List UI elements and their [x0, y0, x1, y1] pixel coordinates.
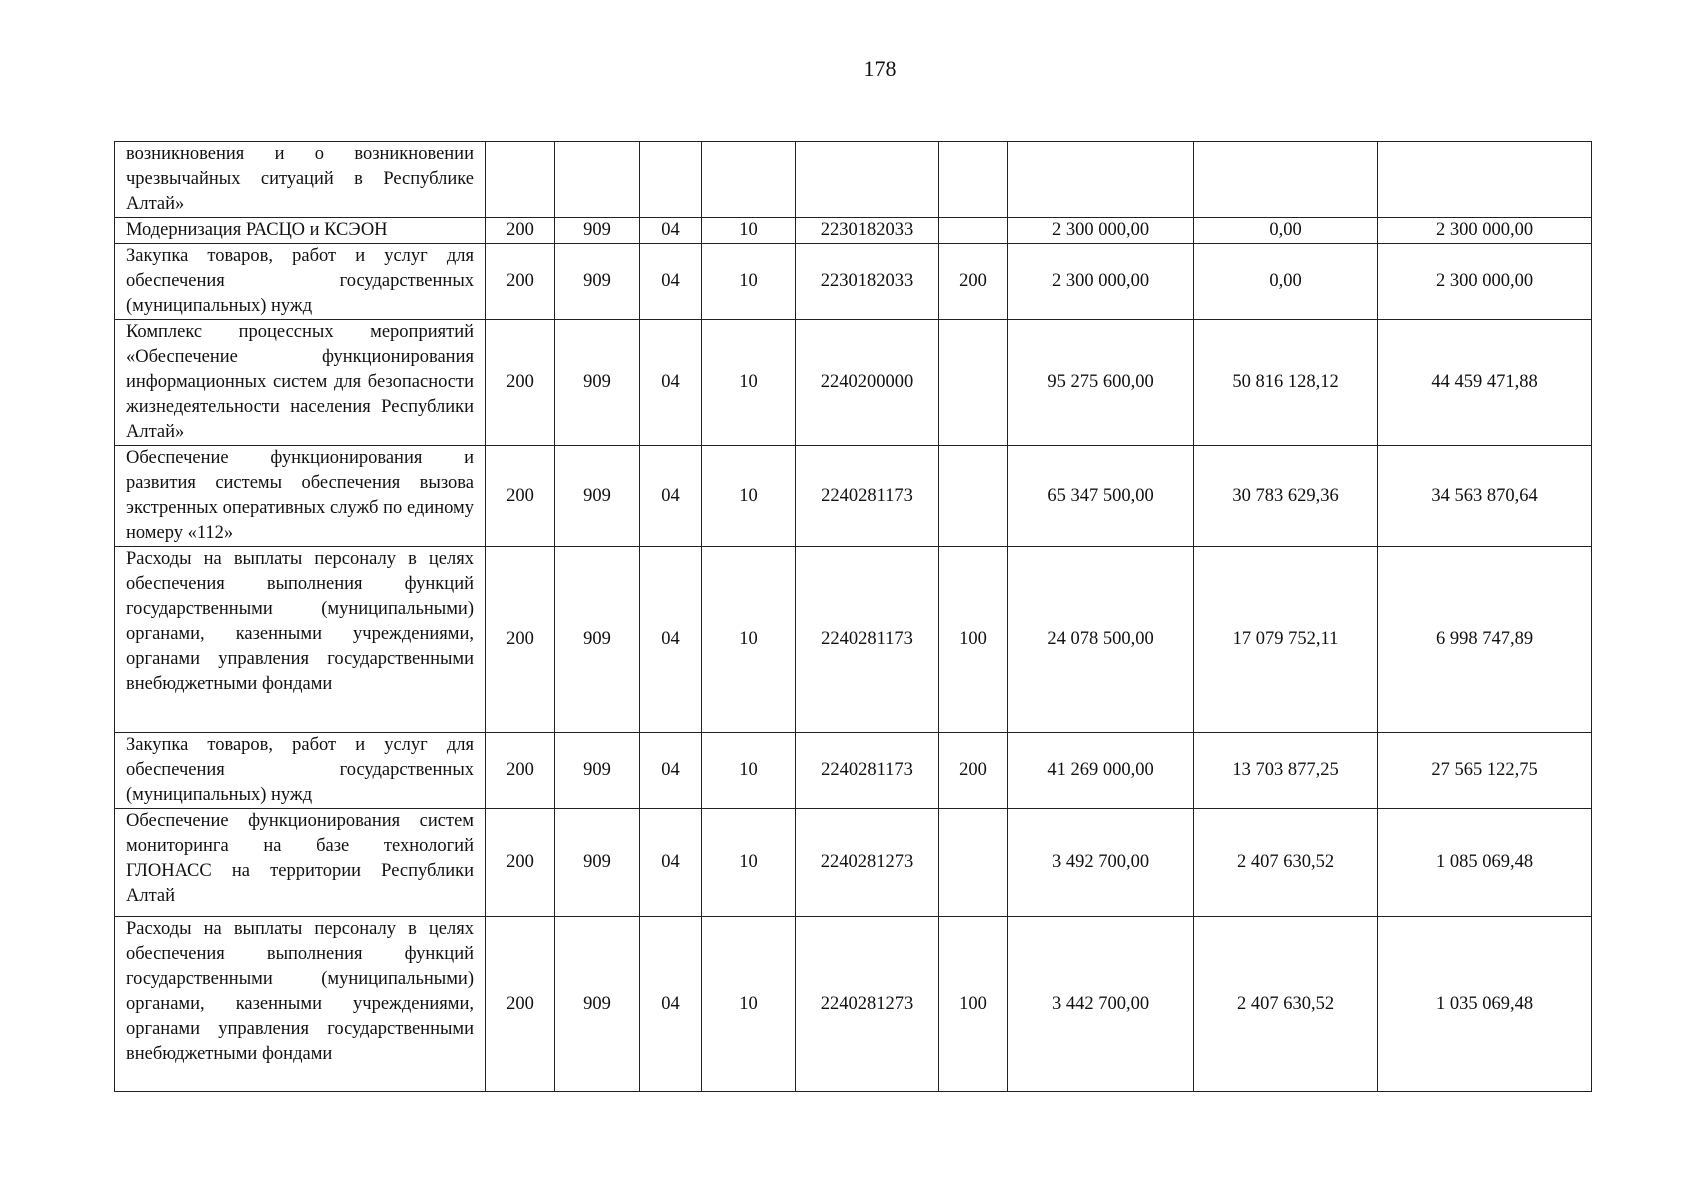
- table-cell: 909: [555, 244, 640, 320]
- table-cell: 2240200000: [796, 320, 939, 446]
- table-cell-name: Закупка товаров, работ и услуг для обеспечения государственных (муниципальных) нужд: [115, 244, 486, 320]
- table-cell: 04: [640, 320, 702, 446]
- table-cell: 909: [555, 320, 640, 446]
- budget-table: [114, 141, 1592, 1092]
- table-cell: 95 275 600,00: [1008, 320, 1194, 446]
- table-cell: 41 269 000,00: [1008, 733, 1194, 809]
- table-cell: [1378, 142, 1592, 218]
- table-cell: 909: [555, 917, 640, 1092]
- table-cell: 2 407 630,52: [1194, 809, 1378, 917]
- table-row: [115, 917, 1592, 1092]
- table-cell: 909: [555, 809, 640, 917]
- table-row: [115, 244, 1592, 320]
- table-row: [115, 547, 1592, 733]
- page-number: 178: [863, 56, 897, 81]
- table-cell-name: Комплекс процессных мероприятий «Обеспечение функционирования информационных систем для безопасности жизнедеятельности населения Республики Алтай»: [115, 320, 486, 446]
- table-cell-name: возникновения и о возникновении чрезвычайных ситуаций в Республике Алтай»: [115, 142, 486, 218]
- table-row: [115, 446, 1592, 547]
- table-cell: [1194, 142, 1378, 218]
- table-row: [115, 218, 1592, 244]
- table-cell: 2240281173: [796, 446, 939, 547]
- table-cell: 2240281273: [796, 917, 939, 1092]
- table-cell: [939, 142, 1008, 218]
- table-cell: 04: [640, 809, 702, 917]
- table-cell: 200: [486, 917, 555, 1092]
- table-cell: 200: [486, 446, 555, 547]
- table-cell: 909: [555, 446, 640, 547]
- table-cell: 2 300 000,00: [1378, 244, 1592, 320]
- table-cell: 200: [486, 244, 555, 320]
- table-cell: [486, 142, 555, 218]
- table-cell: 909: [555, 218, 640, 244]
- table-cell: [939, 446, 1008, 547]
- table-cell: 2 300 000,00: [1378, 218, 1592, 244]
- table-cell: [796, 142, 939, 218]
- table-cell-name: Обеспечение функционирования систем мониторинга на базе технологий ГЛОНАСС на территории Республики Алтай: [115, 809, 486, 917]
- table-cell: 04: [640, 733, 702, 809]
- table-cell: 24 078 500,00: [1008, 547, 1194, 733]
- table-cell: 100: [939, 547, 1008, 733]
- table-cell: 10: [702, 917, 796, 1092]
- table-cell: 200: [939, 733, 1008, 809]
- table-cell: 0,00: [1194, 218, 1378, 244]
- table-cell: 10: [702, 733, 796, 809]
- table-cell: 200: [486, 809, 555, 917]
- table-cell: 200: [486, 547, 555, 733]
- table-cell: 2240281273: [796, 809, 939, 917]
- table-cell: 10: [702, 446, 796, 547]
- table-cell: 30 783 629,36: [1194, 446, 1378, 547]
- table-cell: 3 442 700,00: [1008, 917, 1194, 1092]
- table-cell: 50 816 128,12: [1194, 320, 1378, 446]
- table-row: [115, 733, 1592, 809]
- table-cell: [939, 218, 1008, 244]
- table-cell: [555, 142, 640, 218]
- table-cell: [702, 142, 796, 218]
- table-cell: 04: [640, 218, 702, 244]
- table-cell: 3 492 700,00: [1008, 809, 1194, 917]
- table-cell: 2 407 630,52: [1194, 917, 1378, 1092]
- table-cell: 27 565 122,75: [1378, 733, 1592, 809]
- table-cell: 200: [486, 320, 555, 446]
- table-cell: 04: [640, 244, 702, 320]
- table-cell: 65 347 500,00: [1008, 446, 1194, 547]
- table-cell: 10: [702, 218, 796, 244]
- table-cell: [640, 142, 702, 218]
- table-cell: 10: [702, 320, 796, 446]
- table-cell-name: Расходы на выплаты персоналу в целях обеспечения выполнения функций государственными (муниципальными) органами, казенными учреждениями, органами управления государственными внебюджетными фондами: [115, 547, 486, 733]
- table-cell: 13 703 877,25: [1194, 733, 1378, 809]
- table-cell: 1 035 069,48: [1378, 917, 1592, 1092]
- table-cell: 909: [555, 547, 640, 733]
- table-cell: 6 998 747,89: [1378, 547, 1592, 733]
- table-cell: 17 079 752,11: [1194, 547, 1378, 733]
- table-cell: 34 563 870,64: [1378, 446, 1592, 547]
- table-cell: [1008, 142, 1194, 218]
- table-cell: 2230182033: [796, 244, 939, 320]
- table-cell: 2 300 000,00: [1008, 218, 1194, 244]
- table-cell: 04: [640, 446, 702, 547]
- table-cell: 909: [555, 733, 640, 809]
- table-cell: 0,00: [1194, 244, 1378, 320]
- table-cell: 200: [486, 733, 555, 809]
- table-cell: 2230182033: [796, 218, 939, 244]
- table-cell-name: Модернизация РАСЦО и КСЭОН: [115, 218, 486, 244]
- table-cell: 2 300 000,00: [1008, 244, 1194, 320]
- table-cell: 100: [939, 917, 1008, 1092]
- table-cell: [939, 320, 1008, 446]
- table-cell: 44 459 471,88: [1378, 320, 1592, 446]
- table-cell: 2240281173: [796, 547, 939, 733]
- table-cell: [939, 809, 1008, 917]
- table-cell: 200: [939, 244, 1008, 320]
- table-cell: 2240281173: [796, 733, 939, 809]
- table-cell: 10: [702, 244, 796, 320]
- table-cell: 200: [486, 218, 555, 244]
- table-cell: 10: [702, 809, 796, 917]
- table-row: [115, 142, 1592, 218]
- table-cell-name: Расходы на выплаты персоналу в целях обеспечения выполнения функций государственными (муниципальными) органами, казенными учреждениями, органами управления государственными внебюджетными фондами: [115, 917, 486, 1092]
- table-cell: 10: [702, 547, 796, 733]
- table-cell: 04: [640, 547, 702, 733]
- table-cell: 04: [640, 917, 702, 1092]
- table-cell-name: Обеспечение функционирования и развития системы обеспечения вызова экстренных оперативных служб по единому номеру «112»: [115, 446, 486, 547]
- table-cell: 1 085 069,48: [1378, 809, 1592, 917]
- table-row: [115, 809, 1592, 917]
- table-cell-name: Закупка товаров, работ и услуг для обеспечения государственных (муниципальных) нужд: [115, 733, 486, 809]
- table-body: [115, 142, 1592, 1092]
- table-row: [115, 320, 1592, 446]
